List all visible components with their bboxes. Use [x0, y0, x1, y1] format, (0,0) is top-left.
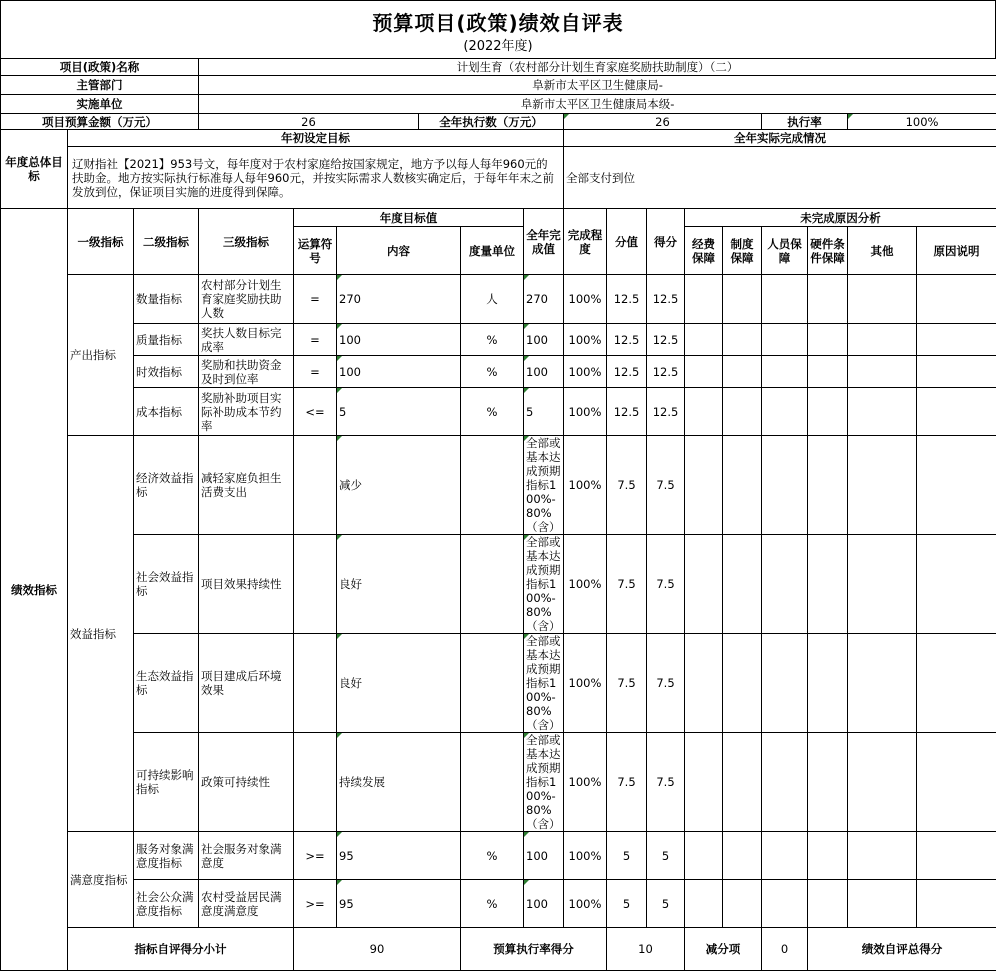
- row-degree: 100%: [564, 275, 607, 324]
- row-content: 减少: [337, 436, 461, 535]
- row-lvl3: 奖扶人数目标完成率: [199, 324, 294, 356]
- reason-other-header: 其他: [848, 227, 917, 275]
- cell: [685, 324, 723, 356]
- cell: [685, 832, 723, 880]
- row-done: 100: [524, 324, 564, 356]
- lvl3-header: 三级指标: [199, 209, 294, 275]
- cell: [685, 356, 723, 388]
- row-done: 100: [524, 356, 564, 388]
- score-header: 得分: [647, 209, 685, 275]
- row-degree: 100%: [564, 356, 607, 388]
- row-degree: 100%: [564, 733, 607, 832]
- row-unit: %: [461, 356, 524, 388]
- initial-goal-text: 辽财指社【2021】953号文，每年度对于农村家庭给按国家规定，地方予以每人每年960元的扶助金。地方按实际执行标准每人每年960元，并按实际需求人数核实确定后，于每年年末之前发放到位，保证项目实施的进度得到保障。: [68, 147, 564, 209]
- cell: [848, 634, 917, 733]
- row-content: 95: [337, 880, 461, 928]
- cell: [723, 436, 762, 535]
- row-weight: 5: [607, 880, 647, 928]
- row-op: [294, 535, 337, 634]
- reason-hardware-header: 硬件条件保障: [808, 227, 848, 275]
- row-score: 5: [647, 880, 685, 928]
- exec-label: 全年执行数（万元）: [419, 114, 564, 130]
- cell: [762, 324, 808, 356]
- row-lvl2: 时效指标: [134, 356, 199, 388]
- exec-score-value: 10: [607, 928, 685, 971]
- cell: [808, 733, 848, 832]
- cell: [685, 535, 723, 634]
- budget-value: 26: [199, 114, 419, 130]
- cell: [723, 356, 762, 388]
- cell: [685, 880, 723, 928]
- row-score: 7.5: [647, 634, 685, 733]
- row-unit: [461, 733, 524, 832]
- row-op: >=: [294, 880, 337, 928]
- group-satisfaction: 满意度指标: [68, 832, 134, 928]
- perf-label: 绩效指标: [1, 209, 68, 971]
- cell: [917, 535, 996, 634]
- dept-value: 阜新市太平区卫生健康局-: [199, 76, 996, 95]
- row-score: 5: [647, 832, 685, 880]
- cell: [762, 880, 808, 928]
- row-weight: 7.5: [607, 436, 647, 535]
- cell: [685, 275, 723, 324]
- cell: [762, 436, 808, 535]
- cell: [685, 436, 723, 535]
- cell: [808, 535, 848, 634]
- row-weight: 7.5: [607, 535, 647, 634]
- row-lvl2: 生态效益指标: [134, 634, 199, 733]
- exec-score-label: 预算执行率得分: [461, 928, 607, 971]
- cell: [848, 388, 917, 436]
- cell: [762, 356, 808, 388]
- reason-funding-header: 经费保障: [685, 227, 723, 275]
- deduct-label: 减分项: [685, 928, 762, 971]
- row-score: 12.5: [647, 356, 685, 388]
- cell: [723, 880, 762, 928]
- cell: [685, 634, 723, 733]
- exec-value: 26: [564, 114, 762, 130]
- cell: [808, 880, 848, 928]
- row-done: 270: [524, 275, 564, 324]
- cell: [848, 535, 917, 634]
- degree-header: 完成程度: [564, 209, 607, 275]
- row-op: =: [294, 324, 337, 356]
- row-content: 100: [337, 356, 461, 388]
- row-op: >=: [294, 832, 337, 880]
- rate-label: 执行率: [762, 114, 848, 130]
- cell: [848, 880, 917, 928]
- cell: [808, 634, 848, 733]
- row-lvl3: 减轻家庭负担生活费支出: [199, 436, 294, 535]
- cell: [917, 436, 996, 535]
- row-lvl2: 社会公众满意度指标: [134, 880, 199, 928]
- cell: [762, 733, 808, 832]
- weight-header: 分值: [607, 209, 647, 275]
- cell: [762, 535, 808, 634]
- cell: [808, 388, 848, 436]
- row-content: 95: [337, 832, 461, 880]
- evaluation-table: [0, 58, 996, 971]
- cell: [762, 275, 808, 324]
- row-content: 5: [337, 388, 461, 436]
- row-score: 12.5: [647, 275, 685, 324]
- row-unit: 人: [461, 275, 524, 324]
- row-content: 良好: [337, 634, 461, 733]
- row-degree: 100%: [564, 634, 607, 733]
- row-degree: 100%: [564, 324, 607, 356]
- impl-value: 阜新市太平区卫生健康局本级-: [199, 95, 996, 114]
- row-score: 12.5: [647, 388, 685, 436]
- impl-label: 实施单位: [1, 95, 199, 114]
- cell: [917, 634, 996, 733]
- row-lvl3: 农村受益居民满意度满意度: [199, 880, 294, 928]
- row-lvl3: 政策可持续性: [199, 733, 294, 832]
- goals-label: 年度总体目标: [1, 130, 68, 209]
- total-label: 绩效自评总得分: [808, 928, 996, 971]
- row-lvl2: 社会效益指标: [134, 535, 199, 634]
- subtotal-value: 90: [294, 928, 461, 971]
- page-title: 预算项目(政策)绩效自评表: [1, 7, 995, 36]
- cell: [723, 388, 762, 436]
- cell: [848, 832, 917, 880]
- cell: [723, 832, 762, 880]
- project-name-value: 计划生育（农村部分计划生育家庭奖励扶助制度）（二）: [199, 59, 996, 76]
- row-lvl2: 成本指标: [134, 388, 199, 436]
- row-degree: 100%: [564, 832, 607, 880]
- group-output: 产出指标: [68, 275, 134, 436]
- actual-goal-header: 全年实际完成情况: [564, 130, 996, 147]
- row-score: 12.5: [647, 324, 685, 356]
- row-op: [294, 634, 337, 733]
- row-unit: [461, 436, 524, 535]
- cell: [917, 388, 996, 436]
- content-header: 内容: [337, 227, 461, 275]
- cell: [917, 356, 996, 388]
- cell: [762, 832, 808, 880]
- row-degree: 100%: [564, 388, 607, 436]
- cell: [848, 436, 917, 535]
- annual-target-header: 年度目标值: [294, 209, 524, 227]
- cell: [723, 535, 762, 634]
- row-lvl3: 奖励补助项目实际补助成本节约率: [199, 388, 294, 436]
- cell: [762, 634, 808, 733]
- row-content: 270: [337, 275, 461, 324]
- row-lvl3: 社会服务对象满意度: [199, 832, 294, 880]
- cell: [723, 324, 762, 356]
- row-done: 100: [524, 832, 564, 880]
- row-op: [294, 436, 337, 535]
- row-score: 7.5: [647, 436, 685, 535]
- cell: [917, 880, 996, 928]
- op-header: 运算符号: [294, 227, 337, 275]
- reason-system-header: 制度保障: [723, 227, 762, 275]
- row-done: 全部或基本达成预期指标100%-80%（含）: [524, 634, 564, 733]
- row-unit: %: [461, 388, 524, 436]
- row-degree: 100%: [564, 880, 607, 928]
- cell: [848, 324, 917, 356]
- actual-goal-text: 全部支付到位: [564, 147, 996, 209]
- cell: [917, 832, 996, 880]
- row-lvl2: 数量指标: [134, 275, 199, 324]
- cell: [848, 275, 917, 324]
- row-weight: 7.5: [607, 733, 647, 832]
- row-unit: [461, 634, 524, 733]
- row-score: 7.5: [647, 733, 685, 832]
- row-weight: 7.5: [607, 634, 647, 733]
- rate-value: 100%: [848, 114, 996, 130]
- cell: [848, 356, 917, 388]
- row-done: 全部或基本达成预期指标100%-80%（含）: [524, 733, 564, 832]
- row-done: 5: [524, 388, 564, 436]
- deduct-value: 0: [762, 928, 808, 971]
- row-content: 持续发展: [337, 733, 461, 832]
- row-op: [294, 733, 337, 832]
- row-score: 7.5: [647, 535, 685, 634]
- row-lvl3: 项目效果持续性: [199, 535, 294, 634]
- subtotal-label: 指标自评得分小计: [68, 928, 294, 971]
- row-weight: 5: [607, 832, 647, 880]
- row-done: 全部或基本达成预期指标100%-80%（含）: [524, 535, 564, 634]
- row-content: 良好: [337, 535, 461, 634]
- row-done: 100: [524, 880, 564, 928]
- row-lvl2: 经济效益指标: [134, 436, 199, 535]
- lvl2-header: 二级指标: [134, 209, 199, 275]
- reason-staff-header: 人员保障: [762, 227, 808, 275]
- row-lvl2: 服务对象满意度指标: [134, 832, 199, 880]
- lvl1-header: 一级指标: [68, 209, 134, 275]
- row-degree: 100%: [564, 436, 607, 535]
- done-value-header: 全年完成值: [524, 209, 564, 275]
- row-lvl3: 项目建成后环境效果: [199, 634, 294, 733]
- cell: [723, 275, 762, 324]
- cell: [723, 733, 762, 832]
- unit-header: 度量单位: [461, 227, 524, 275]
- row-op: =: [294, 275, 337, 324]
- row-content: 100: [337, 324, 461, 356]
- reason-group-header: 未完成原因分析: [685, 209, 996, 227]
- row-unit: %: [461, 324, 524, 356]
- cell: [917, 324, 996, 356]
- cell: [917, 733, 996, 832]
- row-degree: 100%: [564, 535, 607, 634]
- row-lvl3: 奖励和扶助资金及时到位率: [199, 356, 294, 388]
- cell: [808, 275, 848, 324]
- group-benefit: 效益指标: [68, 436, 134, 832]
- cell: [808, 324, 848, 356]
- cell: [808, 832, 848, 880]
- cell: [685, 733, 723, 832]
- row-lvl3: 农村部分计划生育家庭奖励扶助人数: [199, 275, 294, 324]
- project-name-label: 项目(政策)名称: [1, 59, 199, 76]
- row-unit: %: [461, 832, 524, 880]
- cell: [685, 388, 723, 436]
- title-block: [0, 0, 996, 58]
- row-unit: [461, 535, 524, 634]
- row-weight: 12.5: [607, 324, 647, 356]
- row-weight: 12.5: [607, 356, 647, 388]
- cell: [917, 275, 996, 324]
- dept-label: 主管部门: [1, 76, 199, 95]
- row-lvl2: 质量指标: [134, 324, 199, 356]
- page-subtitle: (2022年度): [1, 35, 995, 54]
- row-lvl2: 可持续影响指标: [134, 733, 199, 832]
- cell: [848, 733, 917, 832]
- cell: [723, 634, 762, 733]
- row-op: =: [294, 356, 337, 388]
- reason-note-header: 原因说明: [917, 227, 996, 275]
- cell: [762, 388, 808, 436]
- initial-goal-header: 年初设定目标: [68, 130, 564, 147]
- row-weight: 12.5: [607, 388, 647, 436]
- cell: [808, 356, 848, 388]
- row-unit: %: [461, 880, 524, 928]
- row-done: 全部或基本达成预期指标100%-80%（含）: [524, 436, 564, 535]
- budget-label: 项目预算金额（万元）: [1, 114, 199, 130]
- row-op: <=: [294, 388, 337, 436]
- cell: [808, 436, 848, 535]
- row-weight: 12.5: [607, 275, 647, 324]
